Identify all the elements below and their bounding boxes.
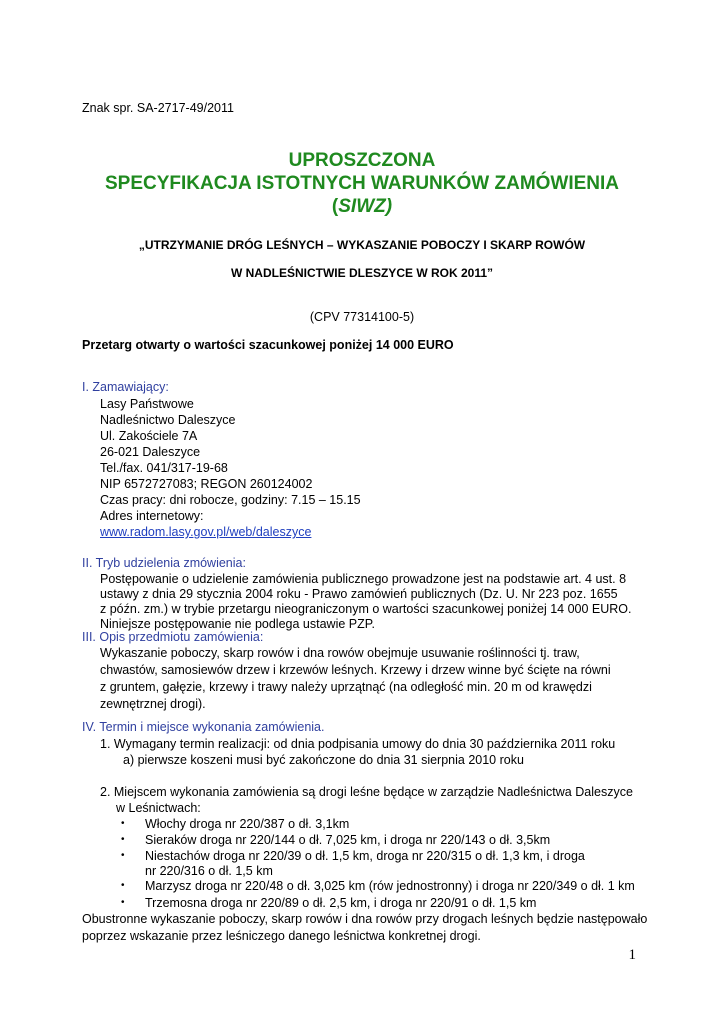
contact-line: Ul. Zakościele 7A — [100, 429, 198, 443]
term-item-1a: a) pierwsze koszeni musi być zakończone do dnia 31 sierpnia 2010 roku — [123, 753, 524, 767]
location-item-2: 2. Miejscem wykonania zamówienia są drogi leśne będące w zarządzie Nadleśnictwa Daleszyce — [100, 785, 633, 799]
closing-text: Obustronne wykaszanie poboczy, skarp rowów i dna rowów przy drogach leśnych będzie następowało — [82, 912, 648, 926]
reference-number: Znak spr. SA-2717-49/2011 — [82, 101, 234, 115]
term-item-1: 1. Wymagany termin realizacji: od dnia podpisania umowy do dnia 30 października 2011 roku — [100, 737, 616, 751]
bullet-icon: • — [121, 834, 125, 845]
list-item: Trzemosna droga nr 220/89 o dł. 2,5 km, i droga nr 220/91 o dł. 1,5 km — [145, 896, 537, 910]
title-line-2: SPECYFIKACJA ISTOTNYCH WARUNKÓW ZAMÓWIENIA — [104, 173, 620, 194]
tender-type: Przetarg otwarty o wartości szacunkowej poniżej 14 000 EURO — [82, 338, 454, 352]
section-3-heading: III. Opis przedmiotu zamówienia: — [82, 630, 264, 644]
list-item: Włochy droga nr 220/387 o dł. 3,1km — [145, 817, 350, 831]
section-3-text: Wykaszanie poboczy, skarp rowów i dna rowów obejmuje usuwanie roślinności tj. traw, — [100, 646, 580, 660]
list-item: Niestachów droga nr 220/39 o dł. 1,5 km, droga nr 220/315 o dł. 1,3 km, i droga — [145, 849, 585, 863]
section-3-text: zewnętrznej drogi). — [100, 697, 206, 711]
section-2-text: ustawy z dnia 29 stycznia 2004 roku - Prawo zamówień publicznych (Dz. U. Nr 223 poz. 1655 — [100, 587, 618, 601]
subtitle-line-2: W NADLEŚNICTWIE DLESZYCE W ROK 2011” — [230, 266, 494, 280]
bullet-icon: • — [121, 850, 125, 861]
bullet-icon: • — [121, 818, 125, 829]
section-3-text: z gruntem, gałęzie, krzewy i trawy należy uprzątnąć (na odległość min. 20 m od krawędzi — [100, 680, 592, 694]
contact-line: Tel./fax. 041/317-19-68 — [100, 461, 228, 475]
title-line-3 — [0, 196, 724, 218]
section-2-text: Niniejsze postępowanie nie podlega ustawie PZP. — [100, 617, 375, 631]
cpv-code: (CPV 77314100-5) — [309, 310, 415, 324]
closing-text: poprzez wskazanie przez leśniczego danego leśnictwa konkretnej drogi. — [82, 929, 481, 943]
contact-line: Adres internetowy: — [100, 509, 204, 523]
title-line-1: UPROSZCZONA — [288, 150, 436, 171]
contact-line: NIP 6572727083; REGON 260124002 — [100, 477, 313, 491]
bullet-icon: • — [121, 897, 125, 908]
section-2-text: Postępowanie o udzielenie zamówienia publicznego prowadzone jest na podstawie art. 4 ust. 8 — [100, 572, 627, 586]
section-1-heading: I. Zamawiający: — [82, 380, 169, 394]
contact-line: 26-021 Daleszyce — [100, 445, 201, 459]
section-4-heading: IV. Termin i miejsce wykonania zamówienia. — [82, 720, 325, 734]
page-number: 1 — [628, 947, 636, 963]
title-paren: ( — [331, 196, 339, 217]
section-2-heading: II. Tryb udzielenia zmówienia: — [82, 556, 246, 570]
list-item-cont: nr 220/316 o dł. 1,5 km — [145, 864, 273, 878]
subtitle-line-1: „UTRZYMANIE DRÓG LEŚNYCH – WYKASZANIE POBOCZY I SKARP ROWÓW — [138, 238, 586, 252]
location-item-2-cont: w Leśnictwach: — [116, 801, 201, 815]
section-2-text: z późn. zm.) w trybie przetargu nieograniczonym o wartości szacunkowej poniżej 14 000 EURO. — [100, 602, 632, 616]
title-siwz: SIWZ) — [338, 196, 393, 217]
list-item: Sieraków droga nr 220/144 o dł. 7,025 km, i droga nr 220/143 o dł. 3,5km — [145, 833, 551, 847]
website-link[interactable]: www.radom.lasy.gov.pl/web/daleszyce — [100, 525, 312, 539]
contact-line: Lasy Państwowe — [100, 397, 194, 411]
contact-line: Nadleśnictwo Daleszyce — [100, 413, 236, 427]
bullet-icon: • — [121, 880, 125, 891]
section-3-text: chwastów, samosiewów drzew i krzewów leśnych. Krzewy i drzew winne być ścięte na równi — [100, 663, 611, 677]
list-item: Marzysz droga nr 220/48 o dł. 3,025 km (rów jednostronny) i droga nr 220/349 o dł. 1 km — [145, 879, 635, 893]
contact-line: Czas pracy: dni robocze, godziny: 7.15 – 15.15 — [100, 493, 361, 507]
